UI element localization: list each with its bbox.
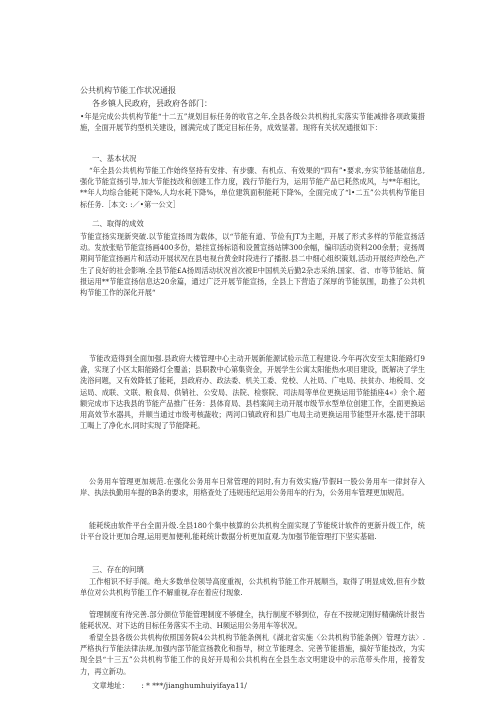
article-address-label: 文章地址：	[92, 681, 129, 690]
document-page	[80, 0, 425, 707]
intro-paragraph: •年是完成公共机构节能“十二五”规划目标任务的收官之年,全县各级公共机构扎实落实节能减排各项政策措施，全面开展节约型机关建设，圆满完成了既定目标任务，成效显著。现将有关状况通报如下：	[80, 112, 425, 133]
document-title: 公共机构节能工作状况通报	[80, 86, 176, 95]
article-address	[92, 681, 247, 691]
paragraph-publicity: 节能宣扬实现新突破.以节能宣扬周为载体，以“节能有道、节俭有JT为主题，开展了形式多样的节能宣扬活动。发放张贴节能宣扬画400多份，悬挂宣扬标语和设置宣扬站牌300余幅，编印活动资料200余册；竞扬周期间节能宣扬画片和活动开展状况在县电视台黄金时段进行了播报.县二中细心组织策划,活动开展经声绘色,产生了良好的社会影响.全县节能£A扬周活动状况首次被E中国机关后勤2杂志采纳.国家、省、市等节能站、简报运用**节能宣扬信息达20余篇，通过广泛开展节能宣扬，全县上下营造了深厚的节能氛围，助推了公共机构节能工作的深化开展“	[80, 232, 425, 298]
article-address-link[interactable]: : * ***/jianghumhuiyifaya11/	[141, 681, 247, 690]
section-heading-basic: 一、基本状况	[92, 154, 137, 163]
paragraph-management: 管理制度有待完善.部分颜位节能管理制度不够健全，执行制度不够到位，存在不按规定刚好精确统计报告能耗状况、对下达的目标任务落实不主动、H频运用公务用车等状况。	[80, 610, 425, 631]
paragraph-retrofit: 节能改造得到全面加强.县政府大楼管理中心主动开展新能源试验示范工程建设.今年再次安至太阳能路灯9盏，实现了小区太阳能路灯全覆盖；县职教中心第集资金，开展学生公寓太阳能热水项目建设，既解决了学生洗浴问题，又有效降低了能耗，县政府办、政法委、机关工委、党校、人社局、广电局、扶贫办、地税局、交运局、成联、文联、粮食局、供销社、公安局、法院、检察院、司法局等单位更换运用节能插座4«）余个.超额完成市下达我县的节能产品推广任务：县体育局、县档案间主动开展市级节水型单位创建工作，全面更换运用高效节水器具，并顺当通过市级考核蔬收；两河口镇政府和县广电局主动更换运用节能型开水器,使干部职工喝上了净化水,同时实现了节能降耗。	[80, 354, 426, 431]
paragraph-statistics-software: 能耗统由软件平台全面升级.全县180个集中核算的公共机构全面实现了节能统计软件的更新升级工作，统计平台设计更加合理,运用更加便利,能耗统计数据分析更加直观.为加强节能管理打下坚实基础.	[80, 521, 425, 542]
salutation: 各乡镇人民政府，县政府各部门：	[92, 99, 212, 108]
paragraph-basic-status: “年全县公共机构节能工作始终坚持有安排、有步骤、有机点、有效果的“四有”•要求,夯实节能基础信息,强化节能宣扬引导,加大节能技改和创建工作力度，践行节能行为，运用节能产品已耗然成风，与**年相比，**年人均综合能耗下降%,人均水耗下降%，单位建筑面积能耗下降%，全面完成了“l•二五”公共机构节能目标任务.［本文: :／•第一公文］	[80, 166, 425, 209]
section-heading-results: 二、取得的成效	[92, 219, 144, 228]
paragraph-hopes: 希望全县各级公共机构依照国务院4公共机构节能条例札《湖北省实施〈公共机构节能条例〉管理方法〉.严格执行节能法律法规,加强内部节能宣扬教化和指导，树立节能理念、完善节能措施，搞好节能技改，为实现全县“十三五”公共机构节能工作的良好开局和公共机构在全县生态文明建设中的示范带头作用，接着发力，再立新功。	[80, 633, 425, 676]
section-heading-problems: 三、存在的问璃	[92, 565, 144, 574]
paragraph-vehicles: 公务用车管理更加规范.在强化公务用车日常管理的同时,有力有效实施/节假H一股公务用车一律封存入岸、执法执勤用车提的B条的要求，用格查处了违规违纪运用公务用车的行为，公务用车管理更加规范。	[80, 477, 425, 498]
paragraph-awareness: 工作相识不好手阁。绝大多数单位领导高度重视，公共机构节能工作开展顺当，取得了明显成效,但有少数单位对公共机构节能工作不解重视,存在着应付现象.	[80, 577, 425, 598]
